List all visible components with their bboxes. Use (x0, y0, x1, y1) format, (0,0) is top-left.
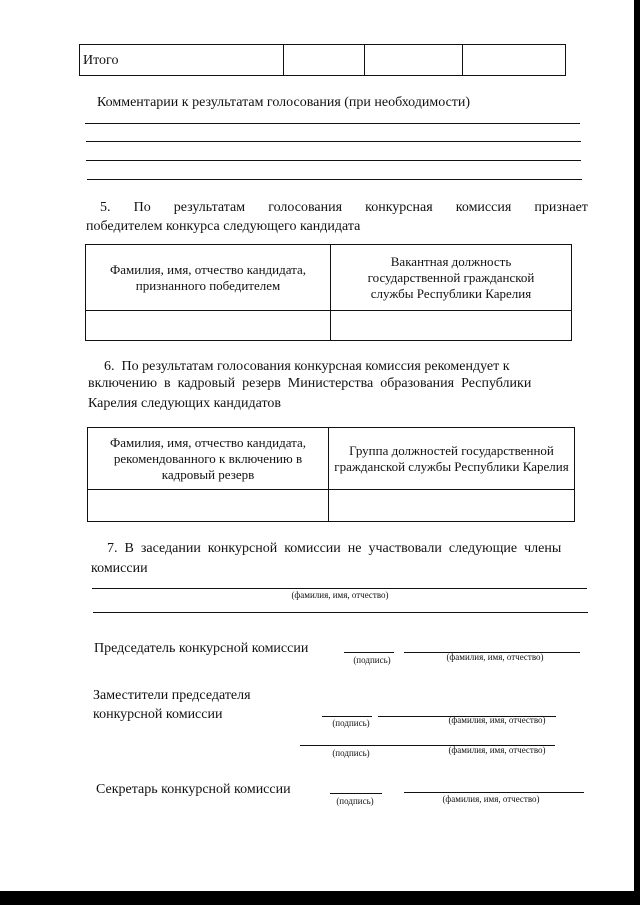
total-table (79, 44, 566, 76)
winner-cell-position (331, 311, 572, 341)
comment-line-2 (86, 141, 581, 142)
comment-line-1 (85, 123, 580, 124)
secretary-sign-caption: (подпись) (336, 796, 374, 806)
deputy1-sign-line (322, 716, 372, 717)
section5-word6: признает (534, 200, 588, 215)
secretary-name-line (404, 792, 584, 793)
total-cell-2 (365, 45, 463, 76)
total-label-cell (80, 45, 284, 76)
section5-word4: конкурсная (365, 200, 433, 215)
total-label: Итого (83, 53, 119, 68)
secretary-label: Секретарь конкурсной комиссии (96, 782, 291, 797)
section5-num: 5. (100, 200, 111, 215)
scan-edge-bottom (0, 891, 640, 905)
secretary-sign-line (330, 793, 382, 794)
total-cell-1 (284, 45, 365, 76)
section6-line2: включению в кадровый резерв Министерства образования Республики (88, 376, 532, 391)
section7-line1: 7. В заседании конкурсной комиссии не участвовали следующие члены (107, 541, 562, 556)
deputies-label-line2: конкурсной комиссии (93, 707, 223, 722)
winner-header-position: Вакантная должность государственной гражданской службы Республики Карелия (331, 245, 572, 311)
section5-word2: результатам (173, 200, 246, 215)
deputies-label-line1: Заместители председателя (93, 688, 251, 703)
winner-cell-name (86, 311, 331, 341)
deputy2-name-caption: (фамилия, имя, отчество) (448, 745, 546, 755)
winner-header-name: Фамилия, имя, отчество кандидата, признанного победителем (86, 245, 331, 311)
comments-label: Комментарии к результатам голосования (при необходимости) (97, 95, 471, 110)
section7-line2: комиссии (91, 561, 148, 576)
reserve-cell-name (88, 490, 329, 522)
total-cell-3 (463, 45, 566, 76)
section5-line1 (100, 199, 588, 216)
reserve-header-group: Группа должностей государственной гражданской службы Республики Карелия (329, 428, 575, 490)
reserve-cell-group (329, 490, 575, 522)
comment-line-4 (87, 179, 582, 180)
absent-members-line-2 (93, 612, 588, 613)
absent-members-line-1 (92, 588, 587, 589)
comment-line-3 (86, 160, 581, 161)
section6-line1: 6. По результатам голосования конкурсная комиссия рекомендует к (104, 359, 510, 374)
chair-label: Председатель конкурсной комиссии (94, 641, 309, 656)
winner-table (85, 244, 572, 341)
reserve-table (87, 427, 575, 522)
section6-line3: Карелия следующих кандидатов (88, 396, 282, 411)
deputy1-sign-caption: (подпись) (332, 718, 370, 728)
secretary-name-caption: (фамилия, имя, отчество) (442, 794, 540, 804)
section5-word5: комиссия (455, 200, 512, 215)
chair-sign-caption: (подпись) (353, 655, 391, 665)
chair-name-caption: (фамилия, имя, отчество) (446, 652, 544, 662)
deputy2-sign-caption: (подпись) (332, 748, 370, 758)
absent-members-caption: (фамилия, имя, отчество) (291, 590, 389, 600)
section5-word3: голосования (268, 200, 343, 215)
deputy1-name-caption: (фамилия, имя, отчество) (448, 715, 546, 725)
scan-edge-right (634, 0, 640, 905)
chair-sign-line (344, 652, 394, 653)
reserve-header-name: Фамилия, имя, отчество кандидата, рекомендованного к включению в кадровый резерв (88, 428, 329, 490)
section5-word1: По (133, 200, 151, 215)
section5-line2: победителем конкурса следующего кандидата (86, 219, 361, 234)
